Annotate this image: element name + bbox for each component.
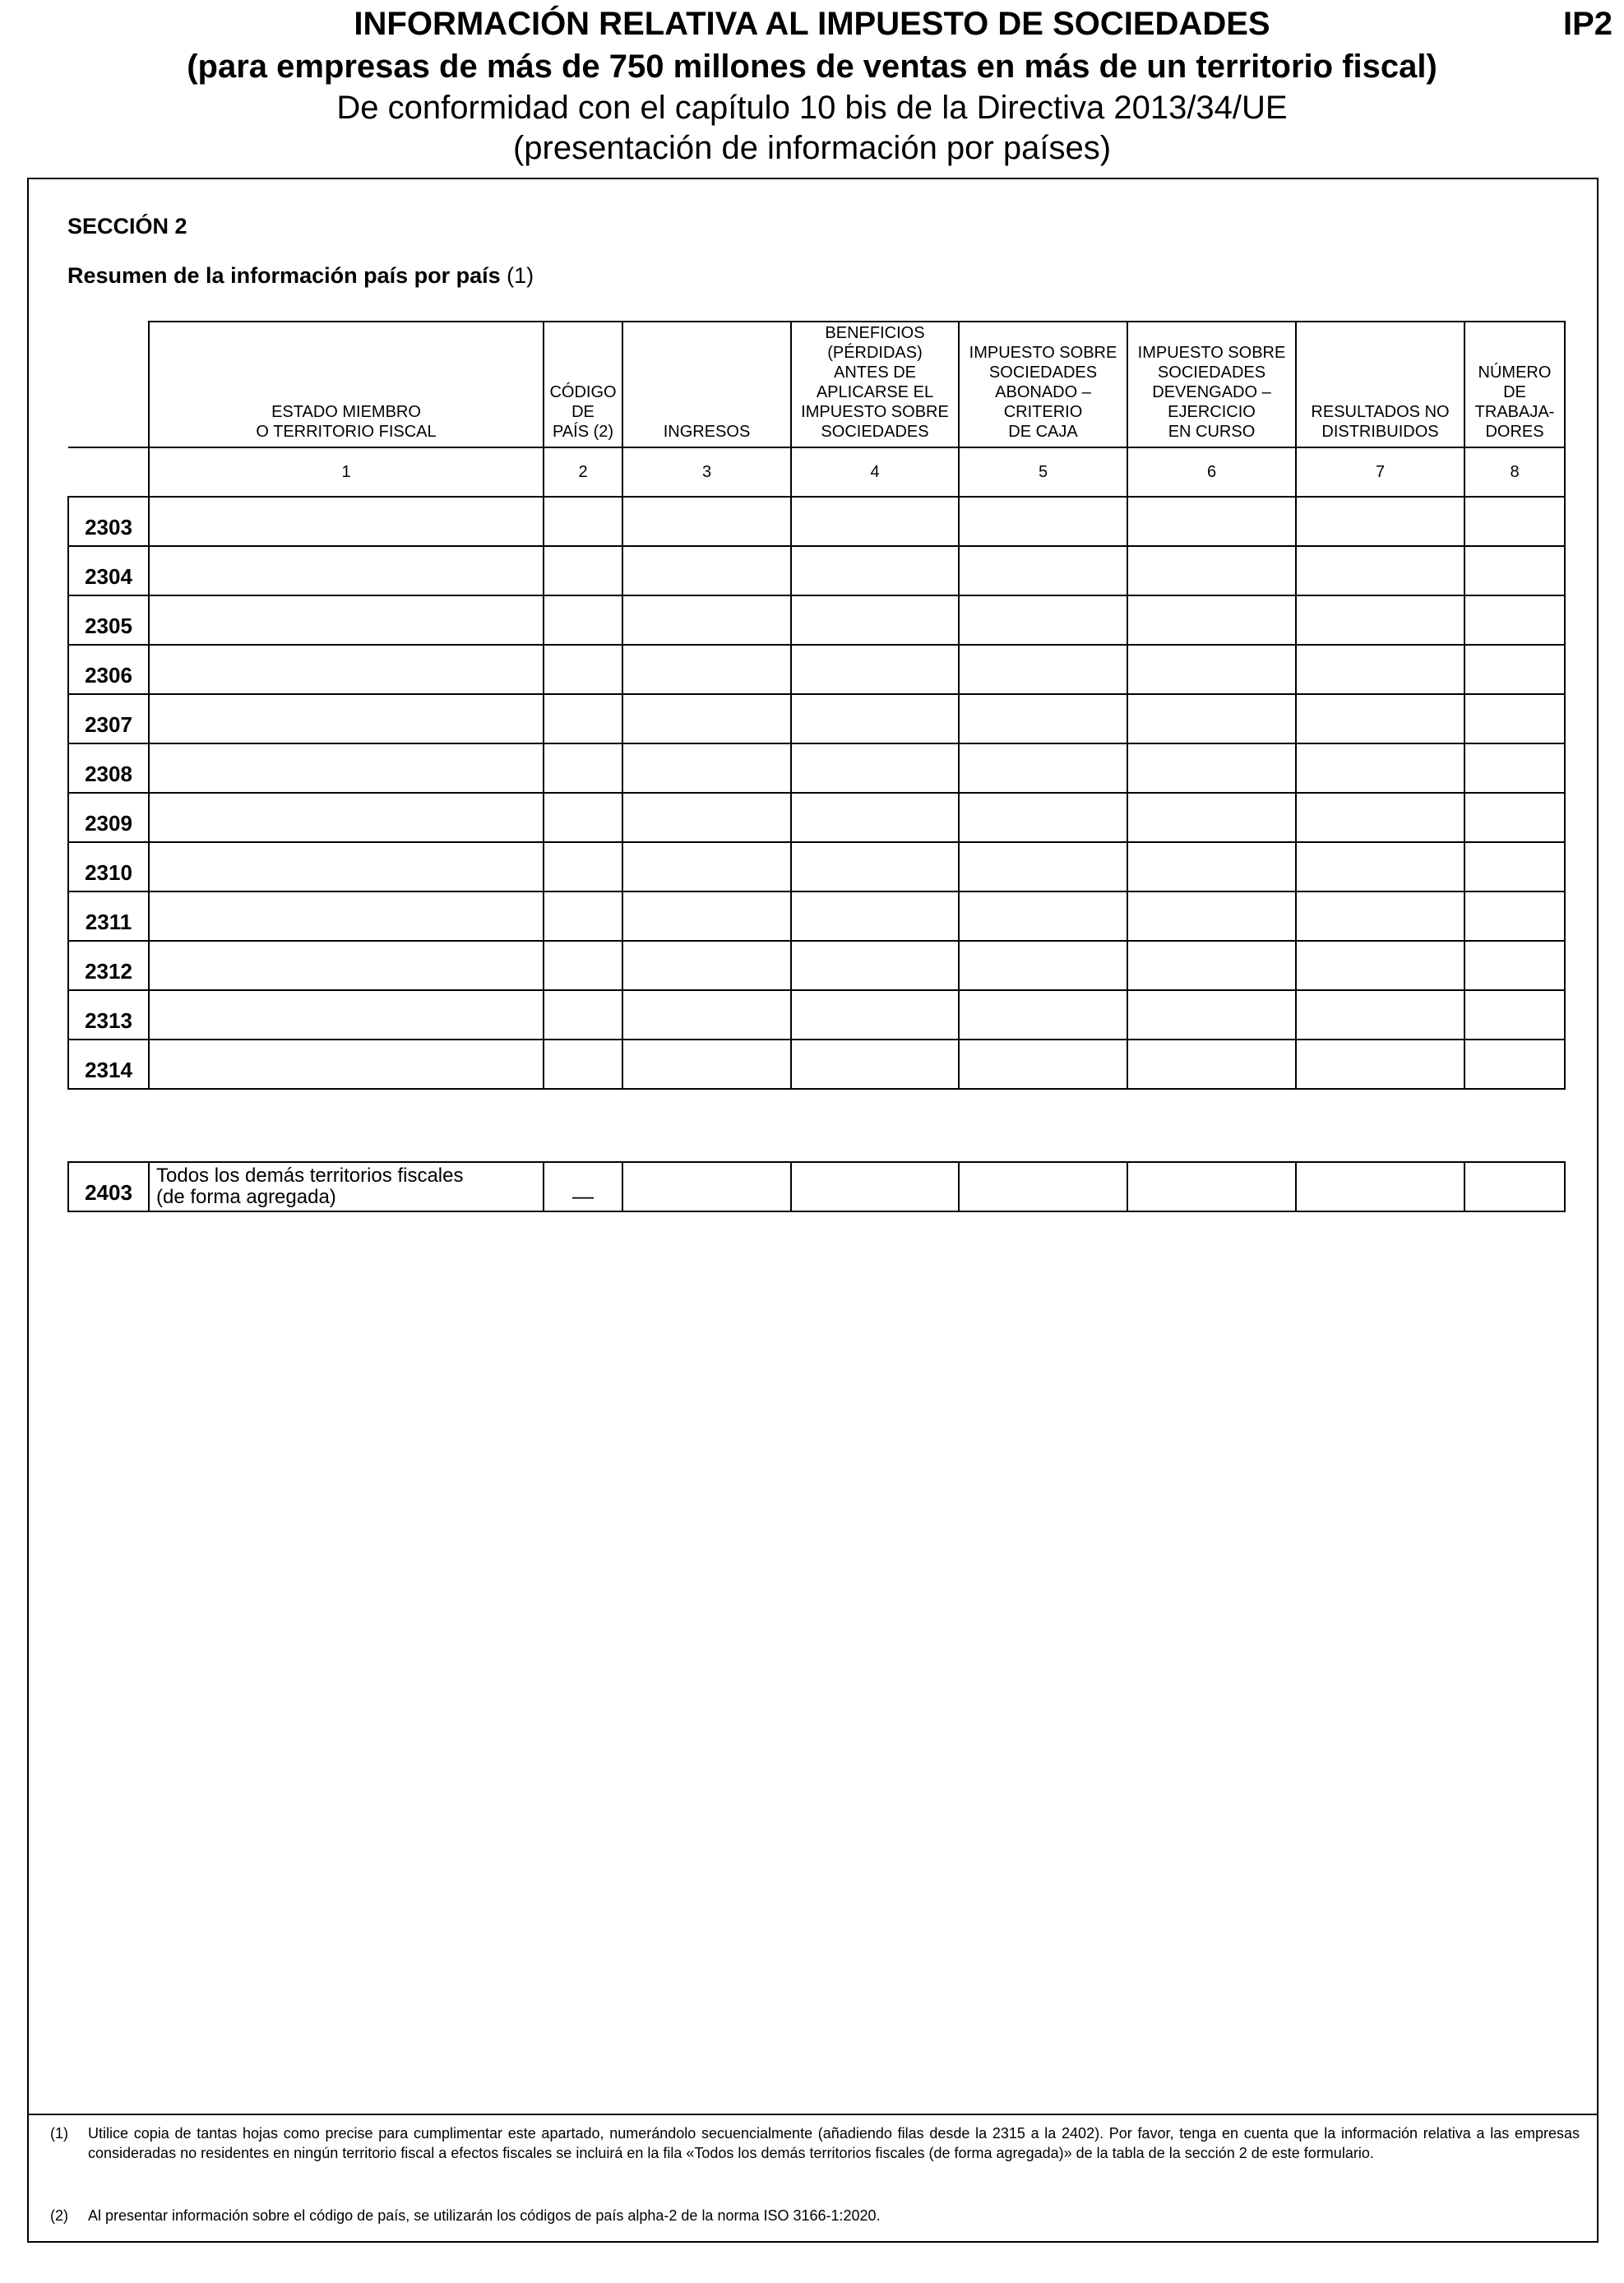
cell-resultados[interactable]: [1296, 842, 1464, 891]
column-number: 8: [1464, 447, 1565, 497]
column-number-row: [68, 447, 1565, 497]
row-code: 2403: [68, 1162, 149, 1211]
footnote-text: Al presentar información sobre el código de país, se utilizarán los códigos de país alpha-2 de la norma ISO 3166-1:2020.: [88, 2207, 881, 2224]
table-row: [68, 941, 1565, 990]
cell-trabajadores[interactable]: [1464, 694, 1565, 743]
cell-resultados[interactable]: [1296, 546, 1464, 595]
cell-impuesto-abonado[interactable]: [959, 941, 1127, 990]
cell-estado-miembro[interactable]: [149, 1040, 544, 1089]
header-blank-cell: [68, 322, 149, 447]
cell-impuesto-devengado[interactable]: [1127, 842, 1296, 891]
cell-resultados[interactable]: [1296, 793, 1464, 842]
cell-trabajadores[interactable]: [1464, 645, 1565, 694]
cell-impuesto-devengado[interactable]: [1127, 645, 1296, 694]
cell-beneficios[interactable]: [791, 645, 959, 694]
aggregate-country-code: —: [544, 1162, 622, 1211]
cell-trabajadores[interactable]: [1464, 842, 1565, 891]
row-code: 2310: [68, 842, 149, 891]
cell-trabajadores[interactable]: [1464, 793, 1565, 842]
column-header-beneficios: BENEFICIOS (PÉRDIDAS) ANTES DE APLICARSE EL IMPUESTO SOBRE SOCIEDADES: [791, 322, 959, 447]
cell-codigo-pais[interactable]: [544, 595, 622, 645]
row-code: 2311: [68, 891, 149, 941]
section-summary: [67, 263, 534, 289]
cell-impuesto-abonado[interactable]: [959, 793, 1127, 842]
cell-resultados[interactable]: [1296, 645, 1464, 694]
footnote-text: Utilice copia de tantas hojas como precise para cumplimentar este apartado, numerándolo secuencialmente (añadiendo filas desde la 2315 a la 2402). Por favor, tenga en cuenta que la información relativa a las empresas consideradas no residentes en ningún territorio fiscal a efectos fiscales se incluirá en la fila «Todos los demás territorios fiscales (de forma agregada)» de la tabla de la sección 2 de este formulario.: [88, 2125, 1580, 2161]
cell-ingresos[interactable]: [622, 990, 791, 1040]
cell-beneficios[interactable]: [791, 743, 959, 793]
form-subtitle: (para empresas de más de 750 millones de ventas en más de un territorio fiscal): [187, 49, 1437, 85]
cell-impuesto-abonado[interactable]: [959, 990, 1127, 1040]
cell-ingresos[interactable]: [622, 645, 791, 694]
cell-beneficios[interactable]: [791, 595, 959, 645]
cell-resultados[interactable]: [1296, 595, 1464, 645]
row-code: 2304: [68, 546, 149, 595]
cell-impuesto-abonado[interactable]: [959, 743, 1127, 793]
form-code: IP2: [1562, 6, 1612, 42]
cell-impuesto-devengado[interactable]: [1127, 743, 1296, 793]
column-header-estado-miembro: ESTADO MIEMBRO O TERRITORIO FISCAL: [149, 322, 544, 447]
cell-ingresos[interactable]: [622, 891, 791, 941]
cell-impuesto-devengado[interactable]: [1127, 941, 1296, 990]
row-code: 2307: [68, 694, 149, 743]
row-code: 2305: [68, 595, 149, 645]
cell-beneficios[interactable]: [791, 842, 959, 891]
cell-ingresos[interactable]: [622, 694, 791, 743]
cell-impuesto-devengado[interactable]: [1127, 595, 1296, 645]
cell-resultados[interactable]: [1296, 743, 1464, 793]
aggregate-impuesto-abonado-cell[interactable]: [959, 1162, 1127, 1211]
country-summary-table: [67, 321, 1566, 1090]
cell-estado-miembro[interactable]: [149, 497, 544, 546]
cell-resultados[interactable]: [1296, 497, 1464, 546]
cell-estado-miembro[interactable]: [149, 793, 544, 842]
cell-ingresos[interactable]: [622, 497, 791, 546]
cell-impuesto-devengado[interactable]: [1127, 1040, 1296, 1089]
cell-ingresos[interactable]: [622, 793, 791, 842]
aggregate-ingresos-cell[interactable]: [622, 1162, 791, 1211]
cell-beneficios[interactable]: [791, 546, 959, 595]
column-header-impuesto-devengado: IMPUESTO SOBRE SOCIEDADES DEVENGADO – EJERCICIO EN CURSO: [1127, 322, 1296, 447]
aggregate-resultados-cell[interactable]: [1296, 1162, 1464, 1211]
column-number: 7: [1296, 447, 1464, 497]
table-row: [68, 595, 1565, 645]
cell-impuesto-devengado[interactable]: [1127, 497, 1296, 546]
cell-estado-miembro[interactable]: [149, 595, 544, 645]
table-header-row: [68, 322, 1565, 447]
row-code: 2314: [68, 1040, 149, 1089]
aggregate-label: [149, 1162, 544, 1211]
cell-ingresos[interactable]: [622, 941, 791, 990]
column-header-resultados: RESULTADOS NO DISTRIBUIDOS: [1296, 322, 1464, 447]
cell-beneficios[interactable]: [791, 990, 959, 1040]
cell-trabajadores[interactable]: [1464, 743, 1565, 793]
cell-ingresos[interactable]: [622, 743, 791, 793]
table-row: [68, 1040, 1565, 1089]
cell-impuesto-abonado[interactable]: [959, 694, 1127, 743]
cell-beneficios[interactable]: [791, 1040, 959, 1089]
cell-ingresos[interactable]: [622, 842, 791, 891]
form-title: INFORMACIÓN RELATIVA AL IMPUESTO DE SOCIEDADES: [354, 6, 1270, 42]
cell-beneficios[interactable]: [791, 793, 959, 842]
cell-resultados[interactable]: [1296, 891, 1464, 941]
cell-beneficios[interactable]: [791, 891, 959, 941]
cell-impuesto-devengado[interactable]: [1127, 793, 1296, 842]
cell-codigo-pais[interactable]: [544, 497, 622, 546]
cell-ingresos[interactable]: [622, 595, 791, 645]
directive-reference: De conformidad con el capítulo 10 bis de la Directiva 2013/34/UE: [336, 90, 1288, 126]
aggregate-row: [68, 1162, 1565, 1211]
cell-resultados[interactable]: [1296, 990, 1464, 1040]
cell-impuesto-abonado[interactable]: [959, 497, 1127, 546]
cell-resultados[interactable]: [1296, 1040, 1464, 1089]
table-row: [68, 990, 1565, 1040]
cell-codigo-pais[interactable]: [544, 1040, 622, 1089]
cell-resultados[interactable]: [1296, 694, 1464, 743]
aggregate-table: [67, 1161, 1566, 1212]
footnote-marker: (2): [50, 2207, 68, 2224]
column-number: 6: [1127, 447, 1296, 497]
table-row: [68, 546, 1565, 595]
cell-impuesto-abonado[interactable]: [959, 842, 1127, 891]
cell-codigo-pais[interactable]: [544, 941, 622, 990]
cell-resultados[interactable]: [1296, 941, 1464, 990]
column-header-impuesto-abonado: IMPUESTO SOBRE SOCIEDADES ABONADO – CRITERIO DE CAJA: [959, 322, 1127, 447]
cell-estado-miembro[interactable]: [149, 842, 544, 891]
cell-beneficios[interactable]: [791, 694, 959, 743]
form-description: (presentación de información por países): [512, 130, 1112, 166]
cell-impuesto-abonado[interactable]: [959, 645, 1127, 694]
table-row: [68, 497, 1565, 546]
column-number: 1: [149, 447, 544, 497]
cell-codigo-pais[interactable]: [544, 743, 622, 793]
cell-impuesto-abonado[interactable]: [959, 546, 1127, 595]
cell-beneficios[interactable]: [791, 941, 959, 990]
row-code: 2313: [68, 990, 149, 1040]
footnote-ref: (1): [500, 263, 534, 288]
section-label: SECCIÓN 2: [67, 214, 187, 238]
cell-estado-miembro[interactable]: [149, 546, 544, 595]
table-row: [68, 891, 1565, 941]
cell-impuesto-abonado[interactable]: [959, 1040, 1127, 1089]
cell-trabajadores[interactable]: [1464, 941, 1565, 990]
cell-codigo-pais[interactable]: [544, 793, 622, 842]
column-header-codigo-pais: CÓDIGO DE PAÍS (2): [544, 322, 622, 447]
cell-ingresos[interactable]: [622, 546, 791, 595]
aggregate-beneficios-cell[interactable]: [791, 1162, 959, 1211]
cell-codigo-pais[interactable]: [544, 694, 622, 743]
footnote-1: [50, 2123, 1580, 2186]
cell-impuesto-abonado[interactable]: [959, 891, 1127, 941]
cell-trabajadores[interactable]: [1464, 990, 1565, 1040]
cell-impuesto-devengado[interactable]: [1127, 694, 1296, 743]
cell-codigo-pais[interactable]: [544, 645, 622, 694]
cell-estado-miembro[interactable]: [149, 941, 544, 990]
aggregate-label-line1: Todos los demás territorios fiscales: [156, 1165, 464, 1187]
column-number: 3: [622, 447, 791, 497]
cell-codigo-pais[interactable]: [544, 842, 622, 891]
cell-codigo-pais[interactable]: [544, 891, 622, 941]
cell-beneficios[interactable]: [791, 497, 959, 546]
cell-estado-miembro[interactable]: [149, 990, 544, 1040]
cell-codigo-pais[interactable]: [544, 546, 622, 595]
column-number: 5: [959, 447, 1127, 497]
cell-estado-miembro[interactable]: [149, 743, 544, 793]
footnote-2: [50, 2206, 1580, 2227]
row-code: 2312: [68, 941, 149, 990]
row-code: 2308: [68, 743, 149, 793]
footnotes: [27, 2114, 1599, 2243]
cell-trabajadores[interactable]: [1464, 1040, 1565, 1089]
cell-impuesto-devengado[interactable]: [1127, 546, 1296, 595]
column-header-ingresos: INGRESOS: [622, 322, 791, 447]
cell-trabajadores[interactable]: [1464, 497, 1565, 546]
cell-estado-miembro[interactable]: [149, 694, 544, 743]
table-row: [68, 793, 1565, 842]
column-number: 4: [791, 447, 959, 497]
cell-impuesto-abonado[interactable]: [959, 595, 1127, 645]
cell-impuesto-devengado[interactable]: [1127, 990, 1296, 1040]
row-code: 2303: [68, 497, 149, 546]
cell-trabajadores[interactable]: [1464, 595, 1565, 645]
row-code: 2309: [68, 793, 149, 842]
footnote-marker: (1): [50, 2125, 68, 2142]
cell-trabajadores[interactable]: [1464, 891, 1565, 941]
aggregate-impuesto-devengado-cell[interactable]: [1127, 1162, 1296, 1211]
aggregate-trabajadores-cell[interactable]: [1464, 1162, 1565, 1211]
table-row: [68, 645, 1565, 694]
cell-codigo-pais[interactable]: [544, 990, 622, 1040]
cell-trabajadores[interactable]: [1464, 546, 1565, 595]
cell-impuesto-devengado[interactable]: [1127, 891, 1296, 941]
summary-title: Resumen de la información país por país: [67, 263, 501, 288]
cell-estado-miembro[interactable]: [149, 891, 544, 941]
cell-estado-miembro[interactable]: [149, 645, 544, 694]
column-header-trabajadores: NÚMERO DE TRABAJA- DORES: [1464, 322, 1565, 447]
aggregate-label-line2: (de forma agregada): [156, 1186, 336, 1208]
table-row: [68, 842, 1565, 891]
number-blank-cell: [68, 447, 149, 497]
table-row: [68, 743, 1565, 793]
table-row: [68, 694, 1565, 743]
cell-ingresos[interactable]: [622, 1040, 791, 1089]
row-code: 2306: [68, 645, 149, 694]
column-number: 2: [544, 447, 622, 497]
